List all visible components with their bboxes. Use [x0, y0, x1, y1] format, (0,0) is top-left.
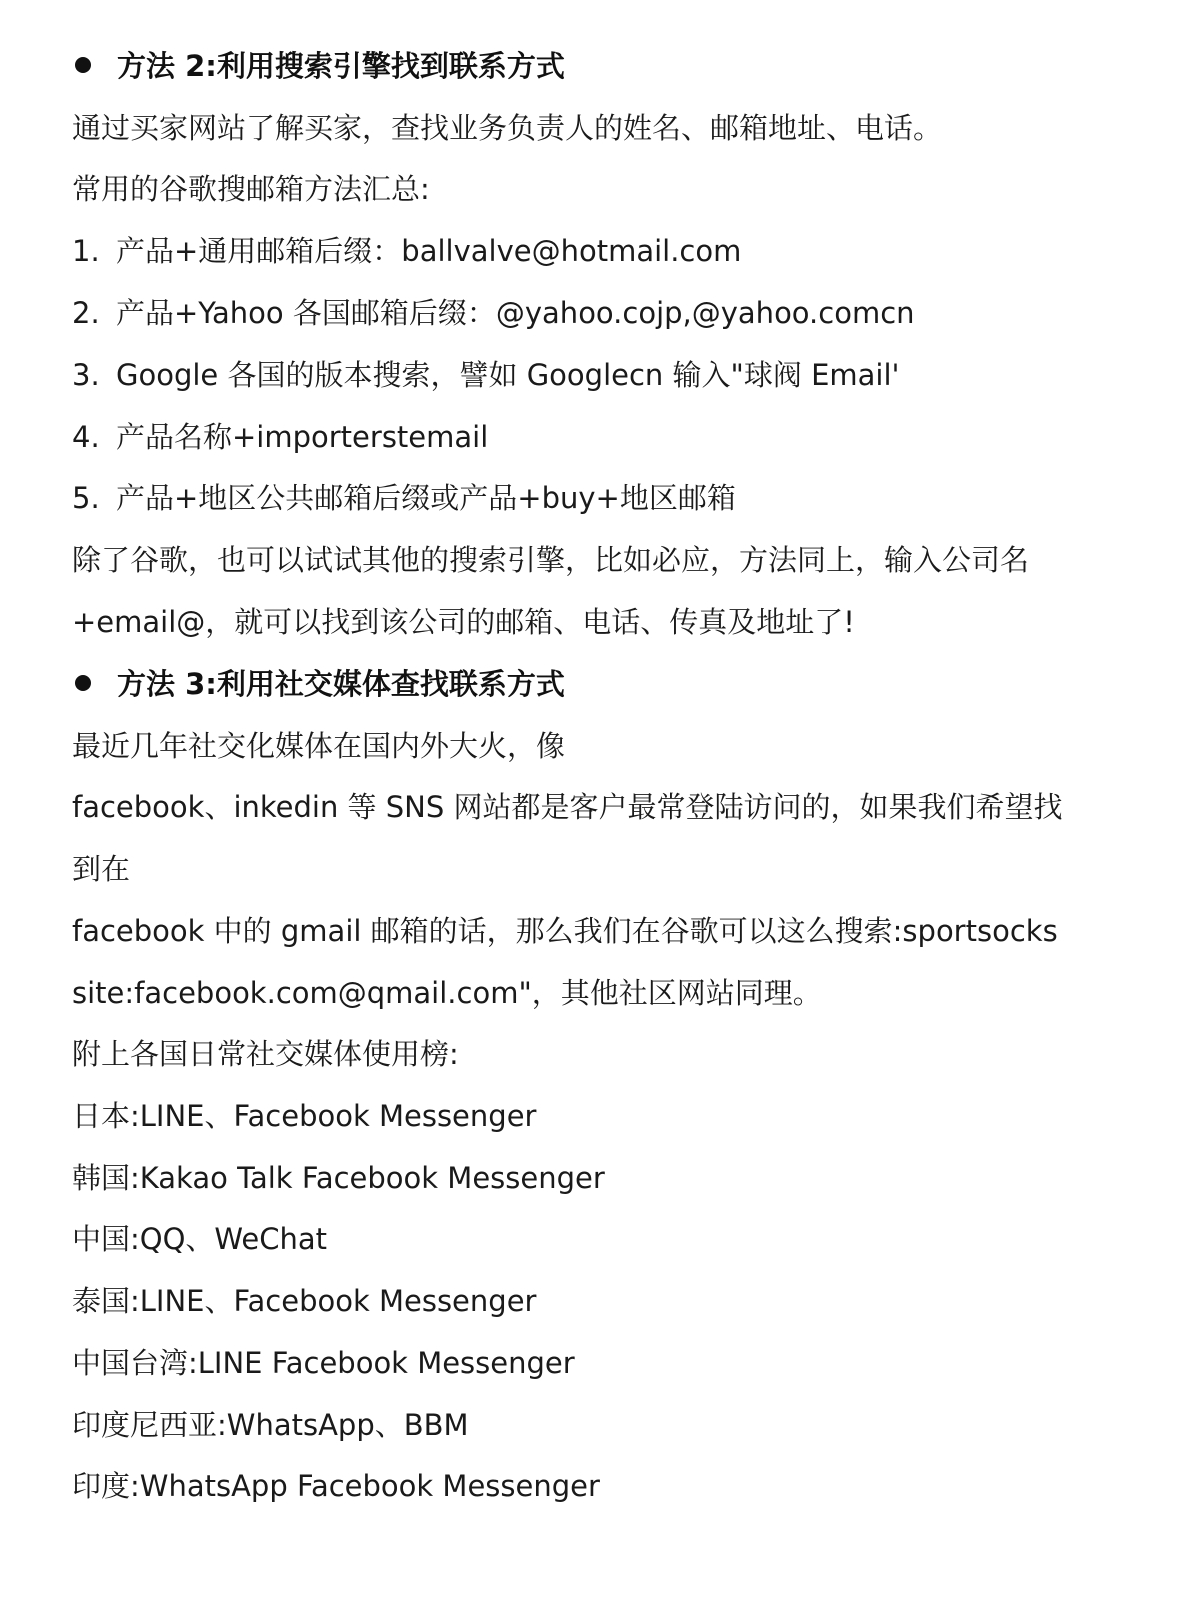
list-item — [72, 344, 1138, 406]
list-item-number: 5. — [72, 481, 100, 515]
list-item-number: 2. — [72, 296, 100, 330]
list-item-text: Google 各国的版本搜索，譬如 Googlecn 输入"球阀 Email' — [116, 358, 900, 392]
bullet-icon — [75, 57, 91, 73]
list-item-text: 产品+Yahoo 各国邮箱后缀：@yahoo.cojp,@yahoo.comcn — [116, 296, 915, 330]
list-item — [72, 406, 1138, 468]
country-list-item: 韩国:Kakao Talk Facebook Messenger — [72, 1161, 605, 1195]
country-list-item: 泰国:LINE、Facebook Messenger — [72, 1284, 537, 1318]
section-2-intro: 通过买家网站了解买家，查找业务负责人的姓名、邮箱地址、电话。 — [72, 111, 943, 145]
section-3-paragraph-line: facebook、inkedin 等 SNS 网站都是客户最常登陆访问的，如果我们希望找 — [72, 790, 1063, 824]
list-item-number: 4. — [72, 420, 100, 454]
section-2-heading-text: 方法 2:利用搜索引擎找到联系方式 — [117, 49, 565, 83]
other-engines-line-2: +email@，就可以找到该公司的邮箱、电话、传真及地址了! — [72, 605, 855, 639]
country-list-item: 印度尼西亚:WhatsApp、BBM — [72, 1408, 469, 1442]
list-item — [72, 467, 1138, 529]
bullet-icon — [75, 675, 91, 691]
list-item — [72, 220, 1138, 282]
list-item-text: 产品名称+importerstemail — [116, 420, 489, 454]
section-3-paragraph-line: facebook 中的 gmail 邮箱的话，那么我们在谷歌可以这么搜索:sportsocks — [72, 914, 1058, 948]
section-3-paragraph-line: 最近几年社交化媒体在国内外大火，像 — [72, 729, 566, 763]
list-item-number: 1. — [72, 234, 100, 268]
list-item-text: 产品+地区公共邮箱后缀或产品+buy+地区邮箱 — [116, 481, 736, 515]
list-item-text: 产品+通用邮箱后缀：ballvalve@hotmail.com — [116, 234, 742, 268]
section-3-paragraph-line: site:facebook.com@qmail.com"，其他社区网站同理。 — [72, 976, 822, 1010]
section-2-list-title: 常用的谷歌搜邮箱方法汇总: — [72, 172, 430, 206]
section-2-heading — [72, 35, 1138, 97]
country-list-item: 中国:QQ、WeChat — [72, 1222, 328, 1256]
country-list-item: 日本:LINE、Facebook Messenger — [72, 1099, 537, 1133]
list-item-number: 3. — [72, 358, 100, 392]
section-3-heading — [72, 653, 1138, 715]
country-list-item: 中国台湾:LINE Facebook Messenger — [72, 1346, 575, 1380]
other-engines-line-1: 除了谷歌，也可以试试其他的搜索引擎，比如必应，方法同上，输入公司名 — [72, 543, 1030, 577]
section-3-paragraph-line: 到在 — [72, 852, 131, 886]
section-3-heading-text: 方法 3:利用社交媒体查找联系方式 — [117, 667, 565, 701]
ranking-title: 附上各国日常社交媒体使用榜: — [72, 1037, 459, 1071]
list-item — [72, 282, 1138, 344]
country-list-item: 印度:WhatsApp Facebook Messenger — [72, 1469, 600, 1503]
